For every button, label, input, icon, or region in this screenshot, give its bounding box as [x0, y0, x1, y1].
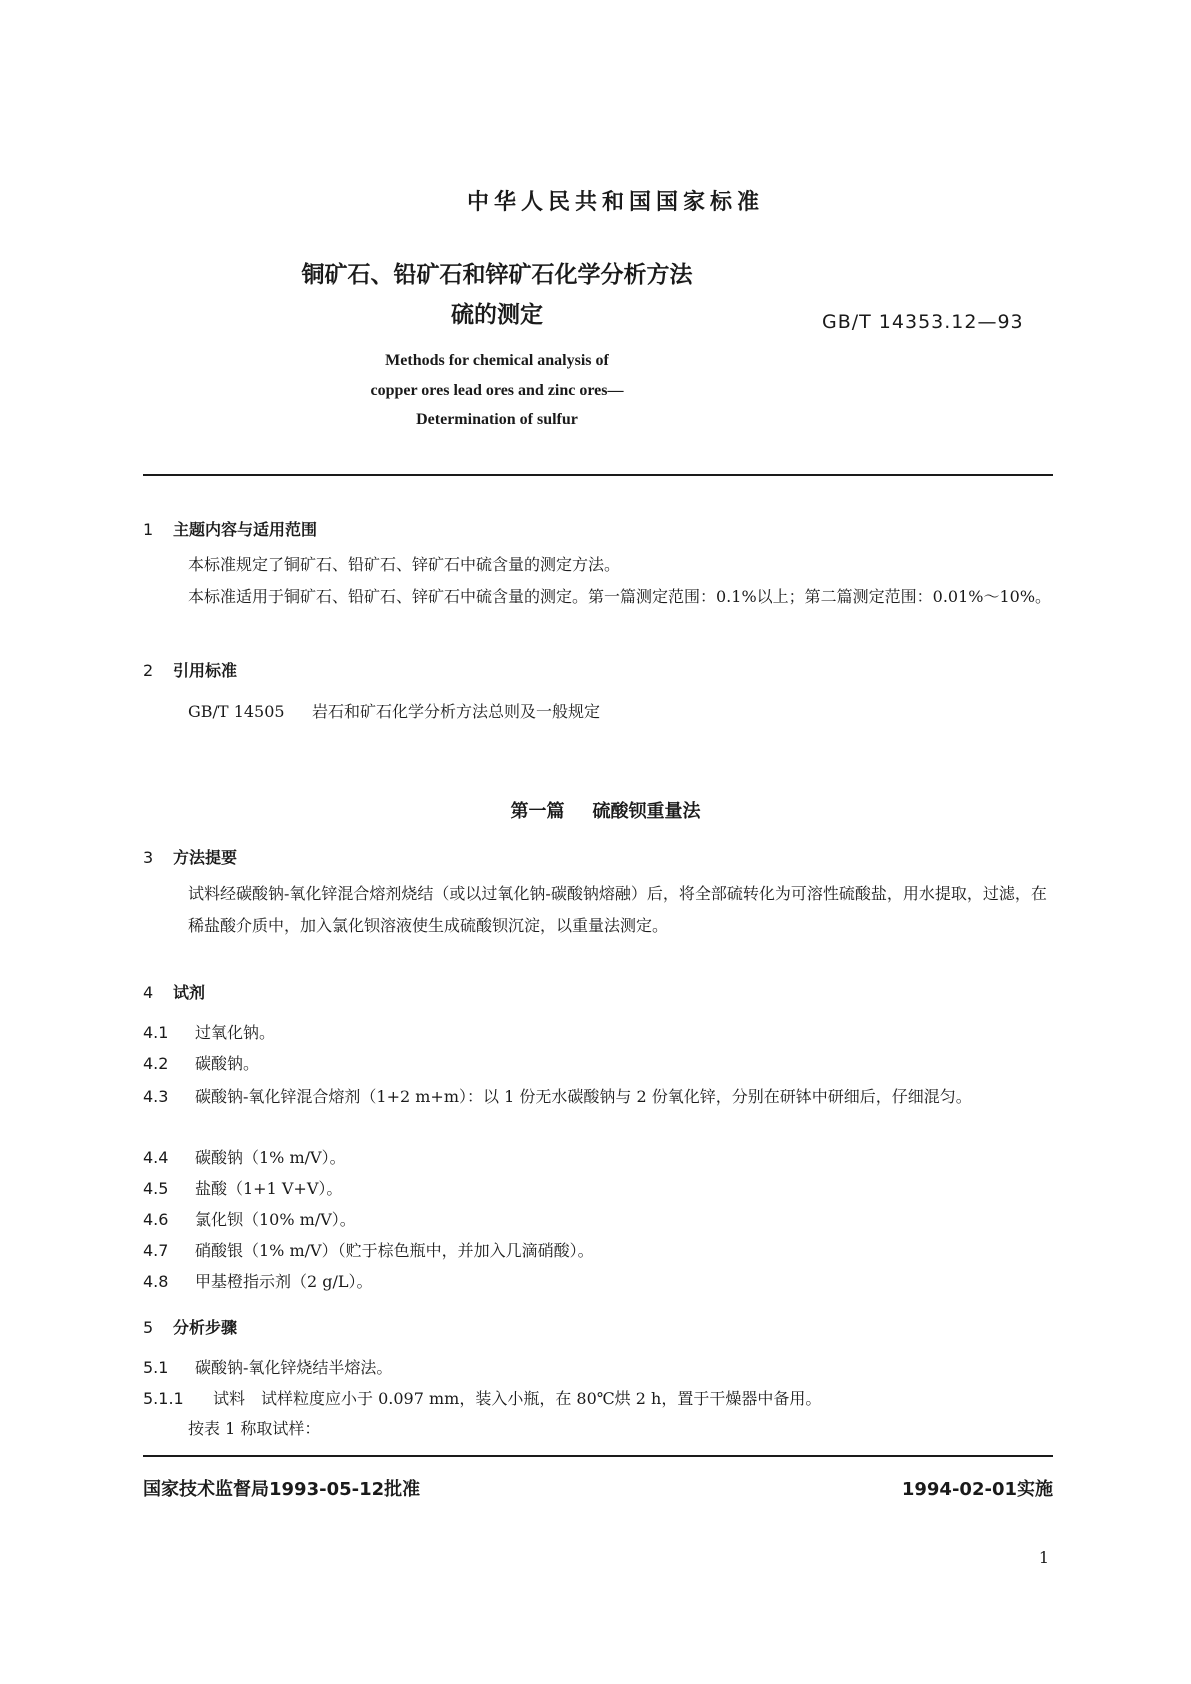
header-divider — [143, 474, 1053, 476]
title-cn-line1: 铜矿石、铅矿石和锌矿石化学分析方法 — [301, 262, 693, 288]
part-1-title — [0, 797, 1191, 823]
paragraph: 本标准适用于铜矿石、铅矿石、锌矿石中硫含量的测定。第一篇测定范围：0.1%以上；第二篇测定范围：0.01%～10%。 — [188, 587, 1052, 606]
section-number: 2 — [143, 661, 154, 680]
reference-title: 岩石和矿石化学分析方法总则及一般规定 — [312, 702, 601, 721]
section-number: 4 — [143, 983, 154, 1002]
part-label: 第一篇 — [510, 801, 565, 822]
approval-date: 国家技术监督局1993-05-12批准 — [143, 1479, 421, 1500]
national-standard-heading: 中华人民共和国国家标准 — [466, 190, 764, 215]
section-title: 分析步骤 — [173, 1318, 238, 1337]
part-method: 硫酸钡重量法 — [592, 801, 701, 822]
section-3-heading — [143, 845, 237, 868]
section-1-body — [143, 549, 1053, 613]
section-title: 引用标准 — [173, 661, 238, 680]
reagent-item: 4.4 碳酸钠（1% m/V）。 — [143, 1148, 346, 1167]
standard-code: GB/T 14353.12—93 — [822, 311, 1024, 333]
section-title: 试剂 — [173, 983, 206, 1002]
title-en-line1: Methods for chemical analysis of — [385, 352, 609, 369]
section-3-body — [143, 878, 1053, 942]
section-number: 3 — [143, 848, 154, 867]
procedure-item: 5.1 碳酸钠-氧化锌烧结半熔法。 — [143, 1358, 393, 1377]
reagent-item: 4.6 氯化钡（10% m/V）。 — [143, 1210, 356, 1229]
reagent-item: 4.5 盐酸（1+1 V+V）。 — [143, 1179, 343, 1198]
reagent-item: 4.3 碳酸钠-氧化锌混合熔剂（1+2 m+m）：以 1 份无水碳酸钠与 2 份氧化锌，分别在研钵中研细后，仔细混匀。 — [143, 1087, 972, 1106]
section-4-heading — [143, 980, 205, 1003]
section-2-heading — [143, 658, 237, 681]
section-title: 主题内容与适用范围 — [173, 520, 318, 539]
paragraph: 本标准规定了铜矿石、铅矿石、锌矿石中硫含量的测定方法。 — [188, 555, 621, 574]
section-1-heading — [143, 517, 317, 540]
paragraph: 试料经碳酸钠-氧化锌混合熔剂烧结（或以过氧化钠-碳酸钠熔融）后，将全部硫转化为可溶性硫酸盐，用水提取，过滤，在稀盐酸介质中，加入氯化钡溶液使生成硫酸钡沉淀，以重量法测定。 — [188, 884, 1047, 935]
reference-code: GB/T 14505 — [188, 702, 285, 721]
title-en-line3: Determination of sulfur — [416, 411, 578, 428]
reagent-item: 4.7 硝酸银（1% m/V）（贮于棕色瓶中，并加入几滴硝酸）。 — [143, 1241, 594, 1260]
title-en-line2: copper ores lead ores and zinc ores— — [370, 382, 624, 399]
implementation-date: 1994-02-01实施 — [901, 1479, 1053, 1500]
reagent-item: 4.2 碳酸钠。 — [143, 1054, 260, 1073]
reagent-item: 4.1 过氧化钠。 — [143, 1023, 276, 1042]
section-number: 5 — [143, 1318, 154, 1337]
procedure-item: 5.1.1 试料 试样粒度应小于 0.097 mm，装入小瓶，在 80℃烘 2 h，置于干燥器中备用。 — [143, 1389, 822, 1408]
footer-divider — [143, 1455, 1053, 1457]
section-number: 1 — [143, 520, 154, 539]
reference-item — [188, 699, 600, 722]
reagent-item: 4.8 甲基橙指示剂（2 g/L）。 — [143, 1272, 373, 1291]
section-title: 方法提要 — [173, 848, 238, 867]
page-number: 1 — [1038, 1548, 1049, 1567]
title-cn-line2: 硫的测定 — [451, 302, 543, 328]
section-5-heading — [143, 1315, 237, 1338]
procedure-tail: 按表 1 称取试样： — [188, 1419, 321, 1438]
